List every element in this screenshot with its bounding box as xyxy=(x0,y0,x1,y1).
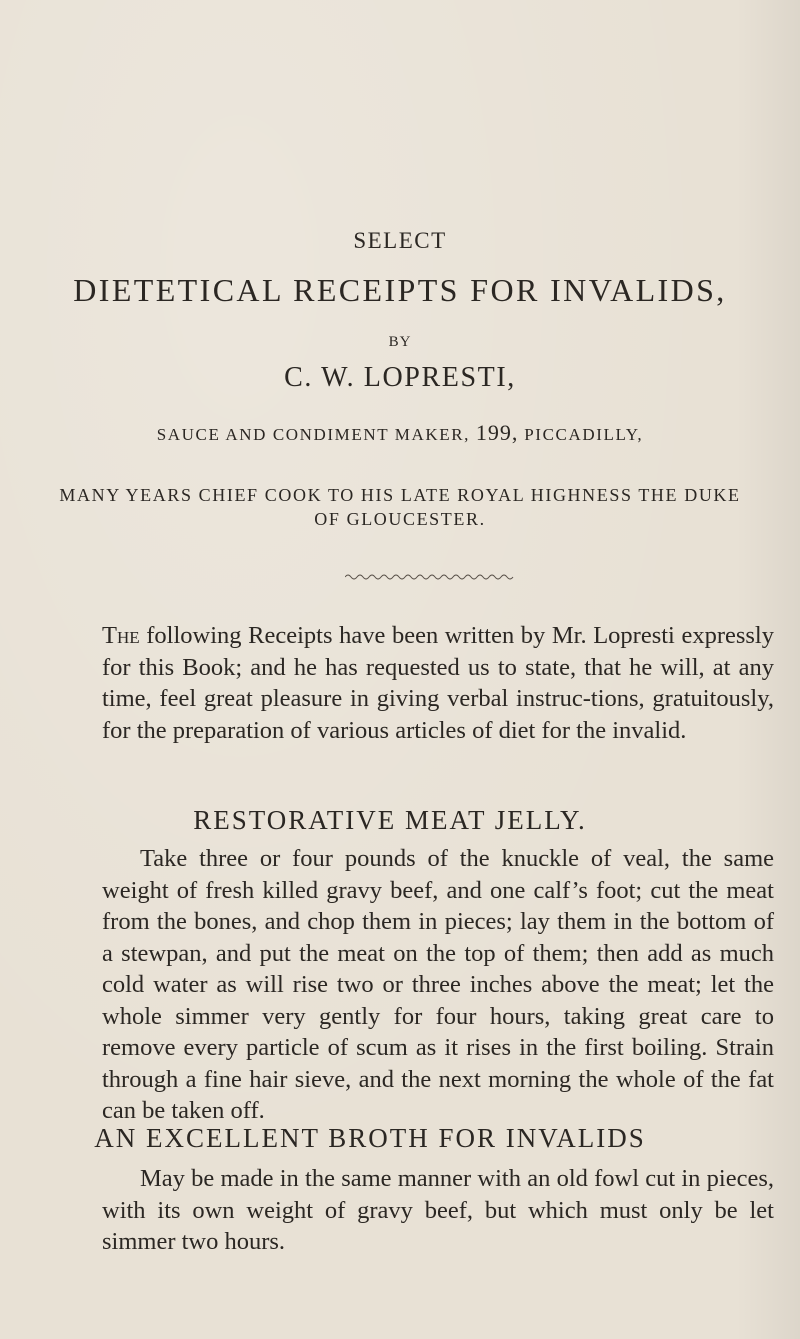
page-title: DIETETICAL RECEIPTS FOR INVALIDS, xyxy=(73,272,727,308)
author-credentials xyxy=(0,483,800,531)
credentials-line-1: MANY YEARS CHIEF COOK TO HIS LATE ROYAL HIGHNESS THE DUKE xyxy=(59,485,741,505)
author-name: C. W. LOPRESTI, xyxy=(284,362,516,393)
section-body-meat-jelly: Take three or four pounds of the knuckle of veal, the same weight of fresh killed gravy beef, and one calf’s foot; cut the meat from the bones, and chop them in pieces; lay them in the bottom of a stewpan, and put the meat on the top of them; then add as much cold water as will rise two or three inches above the meat; let the whole simmer very gently for four hours, taking great care to remove every particle of scum as it rises in the first boiling. Strain through a fine hair sieve, and the next morning the whole of the fat can be taken off. xyxy=(102,845,774,1124)
intro-paragraph xyxy=(102,620,774,746)
address-number: 199, xyxy=(475,420,519,445)
section-heading-meat-jelly: RESTORATIVE MEAT JELLY. xyxy=(193,805,587,835)
section-heading-broth: AN EXCELLENT BROTH FOR INVALIDS xyxy=(94,1123,646,1153)
section-body-broth: May be made in the same manner with an old fowl cut in pieces, with its own weight of gravy beef, but which must only be let simmer two hours. xyxy=(102,1165,774,1255)
credentials-line-2: OF GLOUCESTER. xyxy=(314,509,486,529)
page-supertitle: SELECT xyxy=(353,228,447,253)
byline-label: BY xyxy=(388,334,412,350)
intro-first-word: The xyxy=(102,622,140,649)
author-occupation xyxy=(0,420,800,446)
wavy-divider-ornament xyxy=(345,572,515,582)
address-street: PICCADILLY, xyxy=(524,425,644,444)
intro-text: following Receipts have been written by Mr. Lopresti expressly for this Book; and he has requested us to state, that he will, at any time, feel great pleasure in giving verbal instruc-tions, gratuitously, for the preparation of various articles of diet for the invalid. xyxy=(102,622,774,744)
occupation-text: SAUCE AND CONDIMENT MAKER, xyxy=(156,425,471,444)
